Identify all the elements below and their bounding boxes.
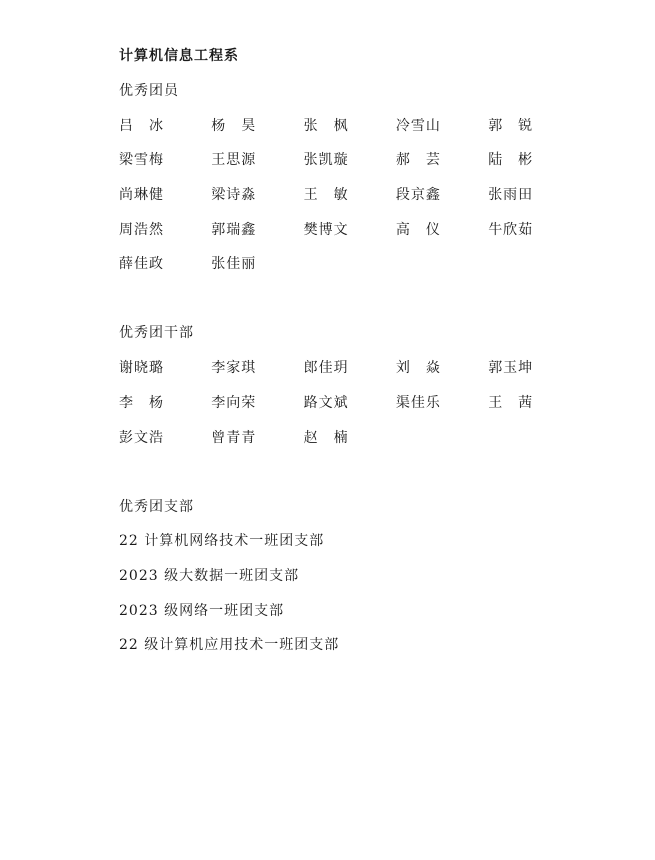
cadres-name-grid (119, 357, 579, 448)
member-name: 薛佳政 (119, 256, 164, 273)
branch-item: 2023 级大数据一班团支部 (119, 567, 300, 584)
cadre-name: 渠佳乐 (395, 394, 441, 411)
member-name: 郭 锐 (488, 117, 534, 134)
member-name: 梁诗淼 (211, 187, 257, 204)
branches-section (119, 496, 579, 657)
cadre-name: 赵 楠 (303, 429, 349, 446)
member-name: 张佳丽 (211, 256, 257, 273)
cadre-name: 郎佳玥 (303, 360, 349, 377)
cadres-section-title: 优秀团干部 (119, 325, 194, 342)
member-name: 王思源 (211, 152, 257, 169)
member-name: 尚琳健 (119, 187, 164, 204)
branch-item: 22 级计算机应用技术一班团支部 (119, 637, 340, 654)
member-name: 樊博文 (303, 221, 349, 238)
member-name: 郭瑞鑫 (211, 221, 257, 238)
cadre-name: 谢晓璐 (119, 360, 164, 377)
member-name: 段京鑫 (395, 187, 441, 204)
member-name: 张凯璇 (303, 152, 349, 169)
section-spacer (119, 275, 579, 322)
member-name: 高 仪 (395, 221, 441, 238)
cadre-name: 刘 焱 (395, 360, 441, 377)
cadres-section (119, 322, 579, 448)
cadre-name: 彭文浩 (119, 429, 164, 446)
member-name: 郝 芸 (395, 152, 441, 169)
branch-item: 2023 级网络一班团支部 (119, 602, 285, 619)
member-name: 杨 昊 (211, 117, 257, 134)
member-name: 冷雪山 (395, 117, 441, 134)
department-title: 计算机信息工程系 (119, 48, 239, 64)
cadre-name: 路文斌 (303, 394, 349, 411)
cadre-name: 郭玉坤 (488, 360, 534, 377)
cadre-name: 曾青青 (211, 429, 257, 446)
member-name: 吕 冰 (119, 117, 164, 134)
branches-list (119, 530, 579, 656)
member-name: 牛欣茹 (488, 221, 534, 238)
document-page (119, 45, 579, 669)
cadre-name: 王 茜 (488, 394, 534, 411)
members-section (119, 80, 579, 275)
members-section-title: 优秀团员 (119, 83, 179, 99)
branch-item: 22 计算机网络技术一班团支部 (119, 533, 325, 550)
cadre-name: 李向荣 (211, 394, 257, 411)
member-name: 张雨田 (488, 187, 534, 204)
branches-section-title: 优秀团支部 (119, 498, 194, 515)
section-spacer (119, 449, 579, 496)
member-name: 张 枫 (303, 117, 349, 134)
member-name: 陆 彬 (488, 152, 534, 169)
member-name: 王 敏 (303, 187, 349, 204)
members-name-grid (119, 115, 579, 276)
cadre-name: 李 杨 (119, 394, 164, 411)
cadre-name: 李家琪 (211, 360, 257, 377)
member-name: 梁雪梅 (119, 152, 164, 169)
member-name: 周浩然 (119, 221, 164, 238)
